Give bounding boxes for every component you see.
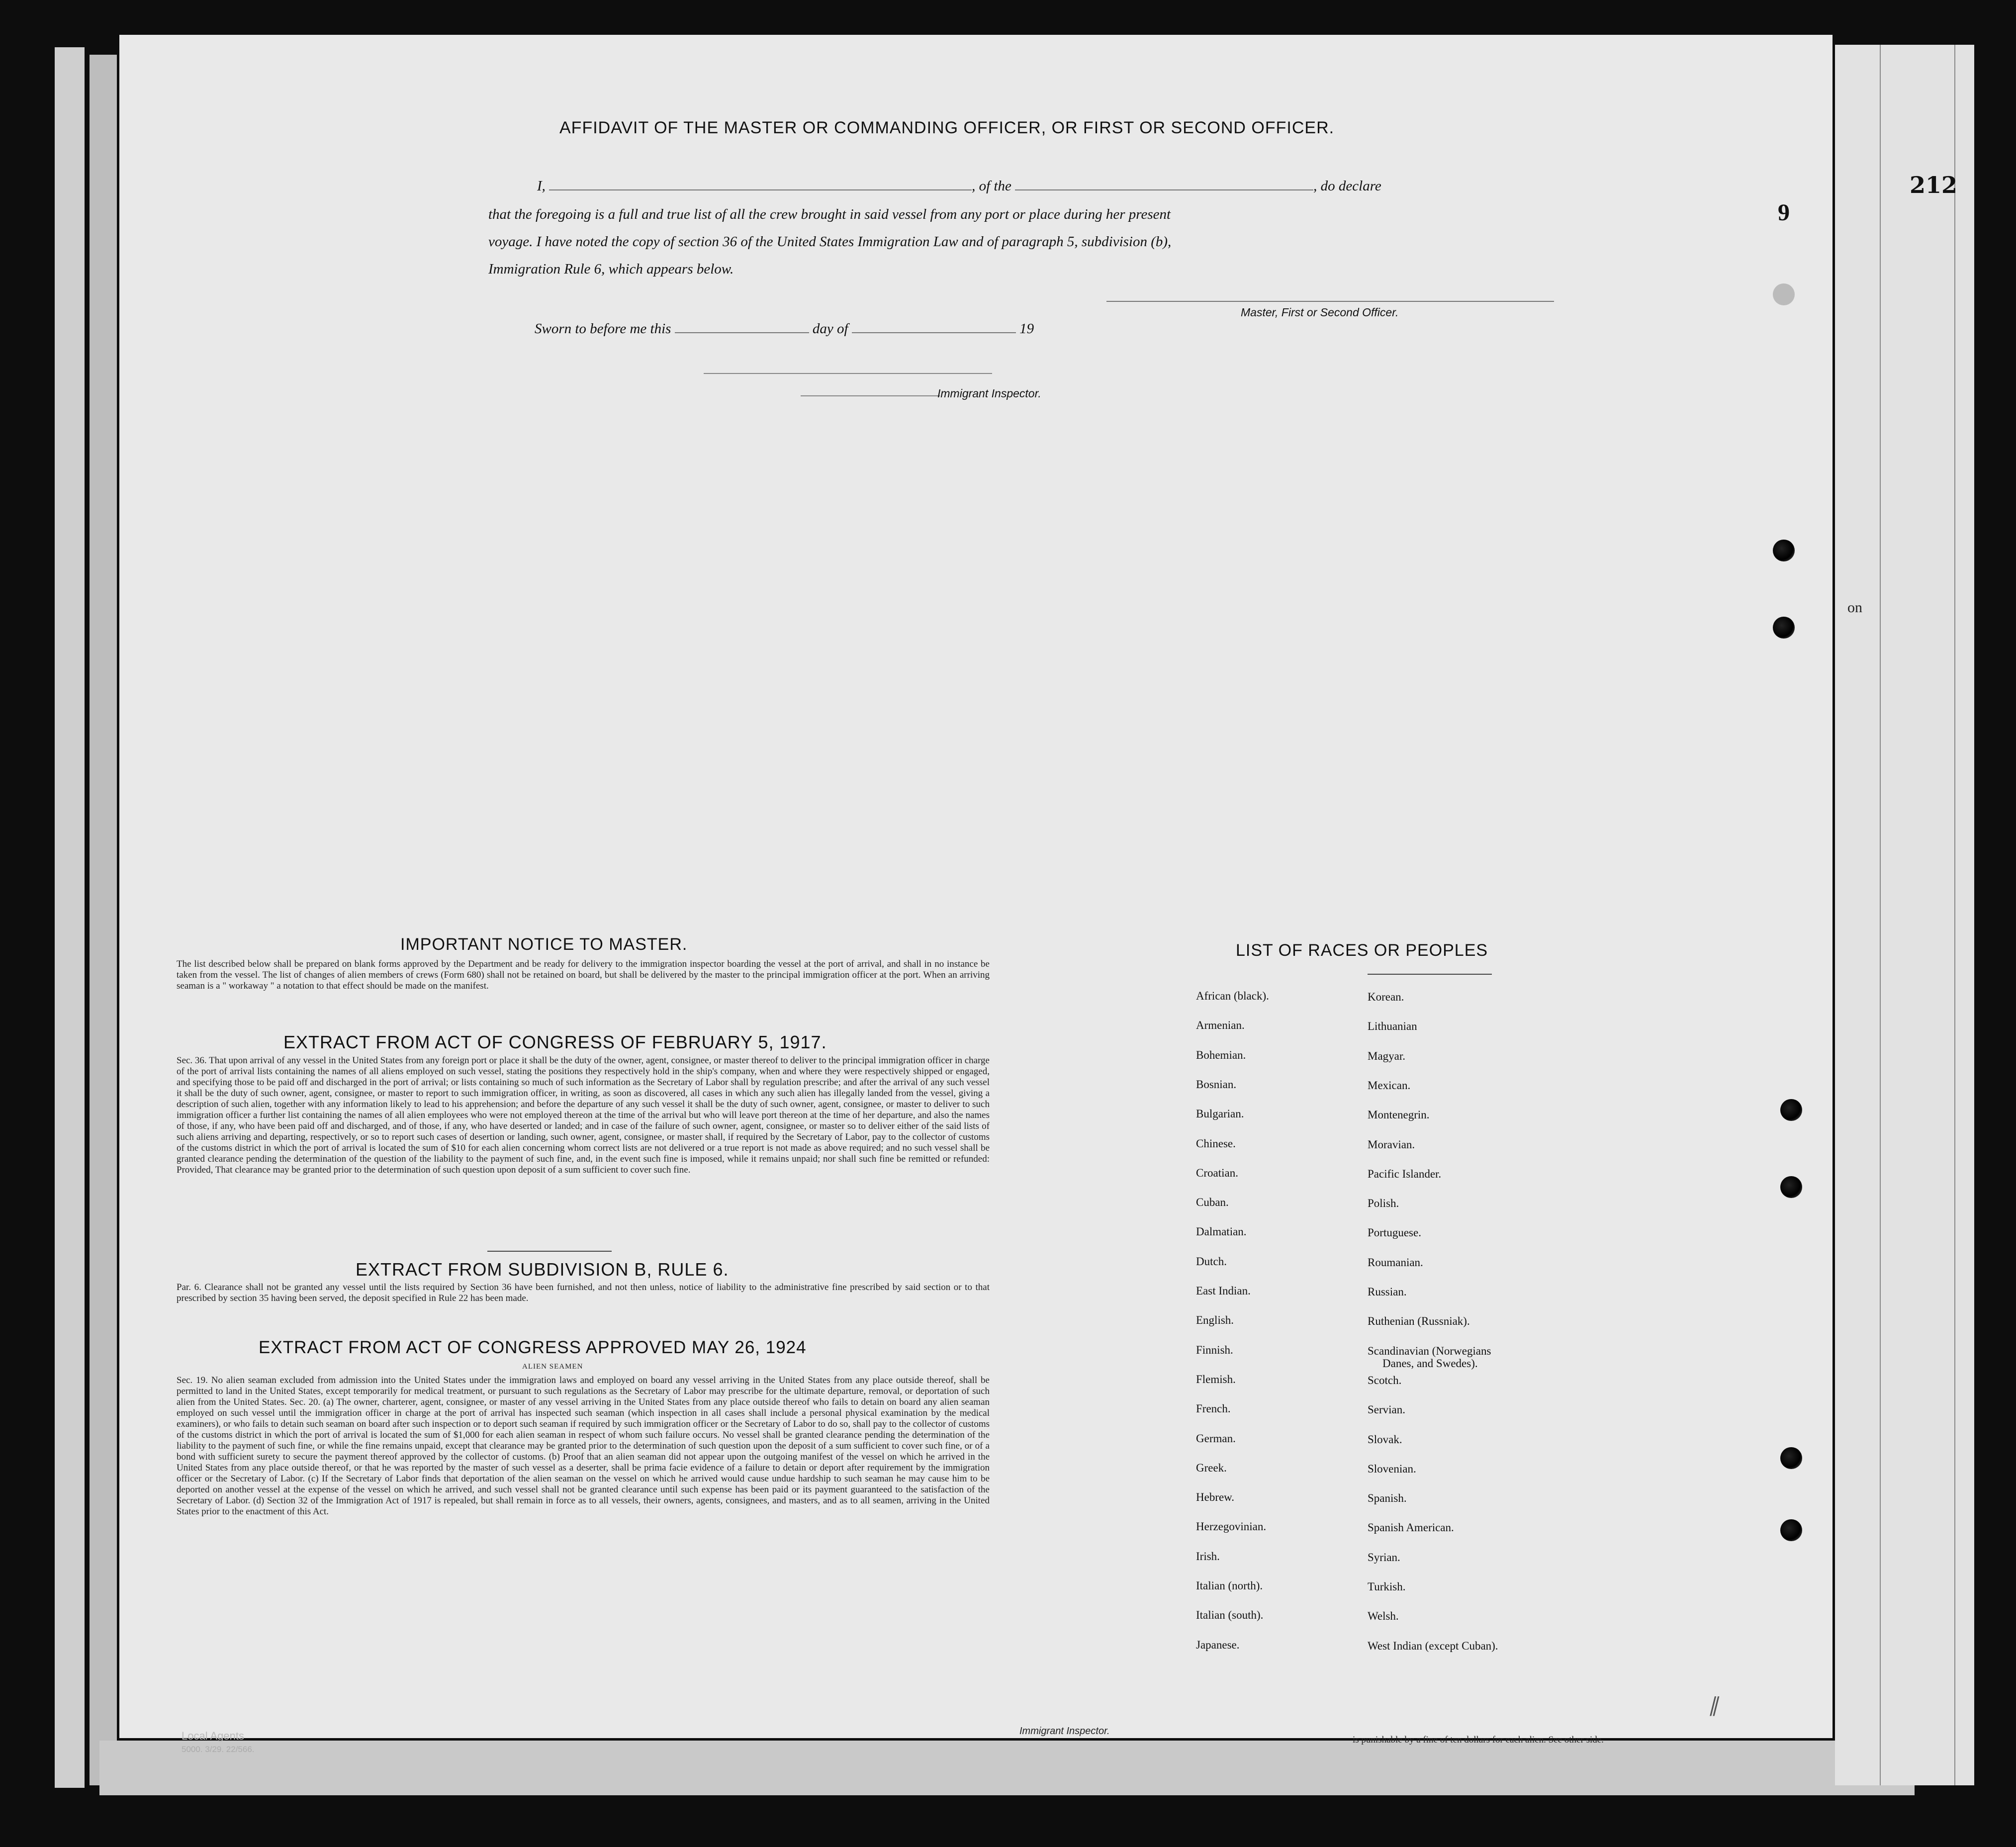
page-number-stamp: 212 <box>1910 172 1958 198</box>
race-item: Spanish. <box>1368 1492 1407 1505</box>
race-item: Russian. <box>1368 1286 1407 1298</box>
footer-local-agents: Local Agents <box>182 1730 244 1742</box>
race-item: Moravian. <box>1368 1138 1415 1151</box>
inspector-signature-line-top[interactable] <box>704 373 992 374</box>
race-item: French. <box>1196 1402 1231 1415</box>
declare-label: , do declare <box>1313 178 1381 194</box>
underlying-sheet-left <box>55 47 85 1788</box>
inspector-signature-line[interactable] <box>801 395 940 396</box>
race-item: Korean. <box>1368 991 1404 1003</box>
race-item: Welsh. <box>1368 1610 1399 1623</box>
sworn-day-field[interactable] <box>675 332 809 333</box>
race-item: Roumanian. <box>1368 1256 1423 1269</box>
declarant-label: I, <box>537 178 546 194</box>
race-item: Bohemian. <box>1196 1048 1246 1061</box>
race-item: Spanish American. <box>1368 1521 1454 1534</box>
margin-fragment: on <box>1847 599 1862 616</box>
extract-rule6-body: Par. 6. Clearance shall not be granted any vessel until the lists required by Section 36 have been furnished, and not then unless, notice of liability to the administrative fine prescribed by said section or to that prescribed by section 35 having been served, the deposit specified in Rule 22 has been made. <box>177 1282 990 1303</box>
notice-title: IMPORTANT NOTICE TO MASTER. <box>400 935 688 954</box>
race-item: Hebrew. <box>1196 1491 1235 1504</box>
underlying-sheet-right <box>1835 45 1974 1785</box>
punch-hole <box>1773 617 1795 639</box>
affidavit-line-3: voyage. I have noted the copy of section 36 of the United States Immigration Law and of paragraph 5, subdivision (b), <box>488 234 1172 250</box>
affidavit-title: AFFIDAVIT OF THE MASTER OR COMMANDING OFFICER, OR FIRST OR SECOND OFFICER. <box>559 118 1335 137</box>
race-item: Polish. <box>1368 1197 1399 1210</box>
vessel-label: , of the <box>972 178 1011 194</box>
sworn-month-field[interactable] <box>852 332 1016 333</box>
footer-inspector: Immigrant Inspector. <box>1019 1726 1110 1737</box>
race-item: Chinese. <box>1196 1137 1236 1150</box>
punch-hole <box>1780 1176 1802 1198</box>
punch-hole <box>1780 1447 1802 1469</box>
race-item: Bulgarian. <box>1196 1108 1244 1120</box>
extract-1917-body: Sec. 36. That upon arrival of any vessel in the United States from any foreign port or place it shall be the duty of the owner, agent, consignee, or master thereof to deliver to the principal immigration officer in charge of the port of arrival lists containing the names of all aliens employed on such vessel, stating the positions they respectively hold in the ship's company, when and where they were respectively shipped or engaged, and specifying those to be paid off and discharged in the port of arrival; or lists containing so much of such information as the Secretary of Labor shall by regulation prescribe; and after the arrival of any such vessel it shall be the duty of such owner, agent, consignee, or master to report to such immigration officer, in writing, as soon as discovered, all cases in which any such alien has illegally landed from the vessel, giving a description of such alien, together with any information likely to lead to his apprehension; and before the departure of any such vessel it shall be the duty of such owner, agent, consignee, or master to deliver to such immigration officer a further list containing the names of all alien employees who were not employed thereon at the time of the arrival but who will leave port thereon at the time of her departure, and also the names of those, if any, who have been paid off and discharged, and of those, if any, who have deserted or landed; and in case of the failure of such owner, agent, consignee, or master so to deliver either of the said lists of such aliens arriving and departing, respectively, or so to report such cases of desertion or landing, such owner, agent, consignee, or master shall, if required by the Secretary of Labor, pay to the collector of customs of the customs district in which the port of arrival is located the sum of $10 for each alien concerning whom correct lists are not delivered or a true report is not made as above required; and no such vessel shall be granted clearance pending the determination of the question of the liability to the payment of such fine, and, in the event such fine is imposed, while it remains unpaid; nor shall such fine be remitted or refunded: Provided, That clearance may be granted prior to the determination of such question upon deposit of a sum sufficient to cover such fine. <box>177 1055 990 1175</box>
signature-line[interactable] <box>1106 301 1554 302</box>
sworn-line <box>535 321 1034 337</box>
margin-mark: 9 <box>1778 199 1790 226</box>
extract-1924-subtitle: ALIEN SEAMEN <box>522 1363 583 1371</box>
race-item: Slovak. <box>1368 1433 1402 1446</box>
race-item: Armenian. <box>1196 1019 1245 1032</box>
race-item: Cuban. <box>1196 1196 1229 1209</box>
race-item: Flemish. <box>1196 1373 1236 1385</box>
inspector-label: Immigrant Inspector. <box>937 387 1041 400</box>
handwritten-mark-icon: ∥ <box>1708 1694 1718 1716</box>
race-item: Syrian. <box>1368 1551 1400 1564</box>
notice-body: The list described below shall be prepared on blank forms approved by the Department and be ready for delivery to the immigration inspector boarding the vessel at the port of arrival, and shall in no instance be taken from the vessel. The list of changes of alien members of crews (Form 680) shall not be retained on board, but shall be delivered by the master to the principal immigration officer at the port. When an arriving seaman is a " workaway " a notation to that effect should be made on the manifest. <box>177 959 990 991</box>
race-item: Danes, and Swedes). <box>1382 1357 1478 1370</box>
signature-label: Master, First or Second Officer. <box>1241 306 1399 319</box>
punch-hole <box>1773 540 1795 561</box>
extract-1917-title: EXTRACT FROM ACT OF CONGRESS OF FEBRUARY 5, 1917. <box>283 1032 827 1052</box>
race-item: Finnish. <box>1196 1343 1233 1356</box>
sworn-label: Sworn to before me this <box>535 321 671 337</box>
race-item: Irish. <box>1196 1550 1220 1563</box>
race-item: Portuguese. <box>1368 1226 1421 1239</box>
race-item: English. <box>1196 1314 1234 1327</box>
race-item: Italian (north). <box>1196 1579 1263 1592</box>
race-item: Italian (south). <box>1196 1609 1264 1622</box>
underlying-sheet-left-2 <box>90 55 117 1785</box>
race-item: West Indian (except Cuban). <box>1368 1639 1498 1652</box>
underlying-sheet-right-line <box>1880 45 1881 1785</box>
race-item: Dalmatian. <box>1196 1225 1247 1238</box>
section-divider <box>487 1251 612 1252</box>
race-item: Pacific Islander. <box>1368 1167 1442 1180</box>
declarant-name-field[interactable] <box>549 189 972 190</box>
races-title: LIST OF RACES OR PEOPLES <box>1236 941 1488 960</box>
underlying-sheet-right-line-2 <box>1954 45 1955 1785</box>
races-title-rule <box>1368 974 1492 975</box>
race-item: Slovenian. <box>1368 1462 1416 1475</box>
race-item: Mexican. <box>1368 1079 1411 1092</box>
race-item: Japanese. <box>1196 1638 1240 1651</box>
underlying-sheet-bottom <box>99 1741 1915 1795</box>
extract-rule6-title: EXTRACT FROM SUBDIVISION B, RULE 6. <box>356 1259 729 1280</box>
race-item: Dutch. <box>1196 1255 1227 1268</box>
day-of-label: day of <box>812 321 848 337</box>
punch-hole <box>1780 1519 1802 1541</box>
race-item: Montenegrin. <box>1368 1108 1430 1121</box>
race-item: Herzegovinian. <box>1196 1520 1267 1533</box>
race-item: Turkish. <box>1368 1580 1406 1593</box>
affidavit-line-2: that the foregoing is a full and true list of all the crew brought in said vessel from any port or place during her present <box>488 206 1171 222</box>
footer-form-code: 5000. 3/29. 22/566. <box>182 1745 255 1754</box>
race-item: Ruthenian (Russniak). <box>1368 1315 1470 1328</box>
race-item: African (black). <box>1196 990 1269 1002</box>
year-prefix: 19 <box>1019 321 1034 337</box>
race-item: Servian. <box>1368 1403 1406 1416</box>
race-item: Bosnian. <box>1196 1078 1237 1091</box>
race-item: Lithuanian <box>1368 1020 1417 1033</box>
race-item: German. <box>1196 1432 1236 1445</box>
race-item: Magyar. <box>1368 1049 1406 1062</box>
vessel-name-field[interactable] <box>1015 189 1313 190</box>
race-item: East Indian. <box>1196 1285 1251 1297</box>
affidavit-line-4: Immigration Rule 6, which appears below. <box>488 261 734 277</box>
race-item: Scotch. <box>1368 1374 1402 1386</box>
race-item: Scandinavian (Norwegians <box>1368 1344 1491 1357</box>
race-item: Greek. <box>1196 1461 1227 1474</box>
punch-hole <box>1773 283 1795 305</box>
extract-1924-body: Sec. 19. No alien seaman excluded from admission into the United States under the immigration laws and employed on board any vessel arriving in the United States from any place outside thereof, shall be permitted to land in the United States, except temporarily for medical treatment, or pursuant to such regulations as the Secretary of Labor may prescribe for the ultimate departure, removal, or deportation of such alien from the United States. Sec. 20. (a) The owner, charterer, agent, consignee, or master of any vessel arriving in the United States from any place outside thereof who fails to detain on board any alien seaman employed on such vessel until the immigration officer in charge at the port of arrival has inspected such seaman (which inspection in all cases shall include a personal physical examination by the medical examiners), or who fails to detain such seaman on board after such inspection or to deport such seaman if required by such immigration officer or the Secretary of Labor to do so, shall pay to the collector of customs of the customs district in which the port of arrival is located the sum of $1,000 for each alien seaman in respect of whom such failure occurs. No vessel shall be granted clearance pending the determination of the liability to the payment of such fine, or while the fine remains unpaid, except that clearance may be granted prior to the determination of such question upon the deposit of a sum sufficient to cover such fine, or of a bond with sufficient surety to secure the payment thereof approved by the collector of customs. (b) Proof that an alien seaman did not appear upon the outgoing manifest of the vessel on which he arrived in the United States from any place outside thereof, or that he was reported by the master of such vessel as a deserter, shall be prima facie evidence of a failure to detain or deport after requirement by the immigration officer or the Secretary of Labor. (c) If the Secretary of Labor finds that deportation of the alien seaman on the vessel on which he arrived would cause undue hardship to such seaman he may cause him to be deported on another vessel at the expense of the vessel on which he arrived, and such vessel shall not be granted clearance until such expense has been paid or its payment guaranteed to the satisfaction of the Secretary of Labor. (d) Section 32 of the Immigration Act of 1917 is repealed, but shall remain in force as to all vessels, their owners, agents, consignees, and masters, and as to all seamen, arriving in the United States prior to the enactment of this Act. <box>177 1375 990 1517</box>
extract-1924-title: EXTRACT FROM ACT OF CONGRESS APPROVED MAY 26, 1924 <box>259 1338 807 1357</box>
footer-fine-note: is punishable by a fine of ten dollars for each alien. See other side. <box>1353 1735 1604 1745</box>
race-item: Croatian. <box>1196 1166 1238 1179</box>
form-page <box>119 35 1833 1738</box>
affidavit-declaration-line <box>537 178 1381 194</box>
punch-hole <box>1780 1099 1802 1121</box>
